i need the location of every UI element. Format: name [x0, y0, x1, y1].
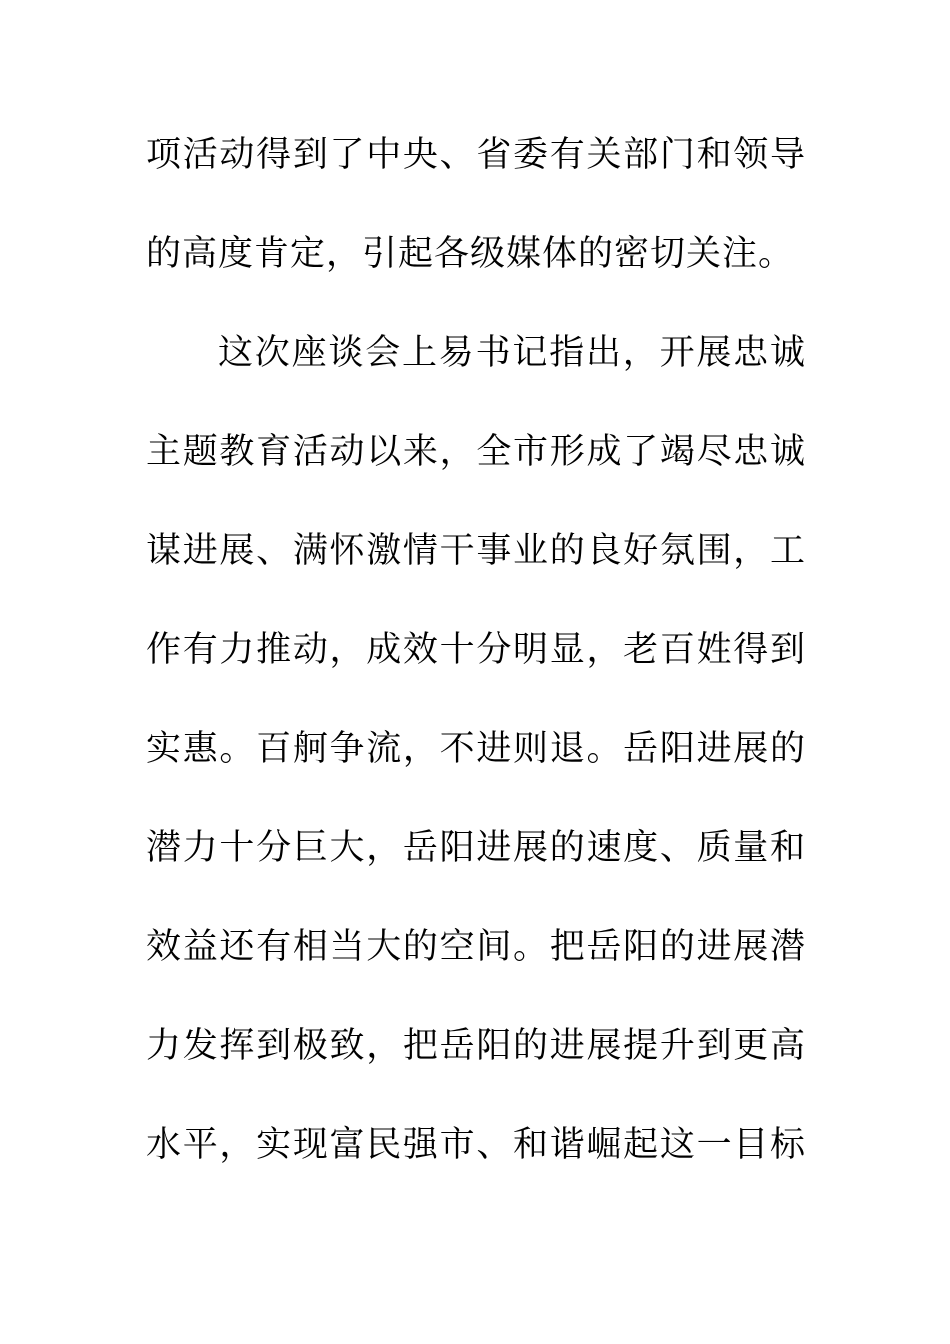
text-line-11: 水平，实现富民强市、和谐崛起这一目标 [146, 1125, 806, 1165]
text-line-8: 潜力十分巨大，岳阳进展的速度、质量和 [146, 828, 806, 868]
paragraph-first-line: 这次座谈会上易书记指出，开展忠诚 [218, 333, 806, 373]
text-line-7: 实惠。百舸争流，不进则退。岳阳进展的 [146, 729, 806, 769]
text-line-4: 主题教育活动以来，全市形成了竭尽忠诚 [146, 432, 806, 472]
text-line-5: 谋进展、满怀激情干事业的良好氛围，工 [146, 531, 806, 571]
text-line-2: 的高度肯定，引起各级媒体的密切关注。 [146, 234, 795, 274]
text-line-1: 项活动得到了中央、省委有关部门和领导 [146, 135, 806, 175]
text-line-10: 力发挥到极致，把岳阳的进展提升到更高 [146, 1026, 806, 1066]
text-line-9: 效益还有相当大的空间。把岳阳的进展潜 [146, 927, 806, 967]
text-line-6: 作有力推动，成效十分明显，老百姓得到 [146, 630, 806, 670]
body-text [146, 120, 806, 1209]
